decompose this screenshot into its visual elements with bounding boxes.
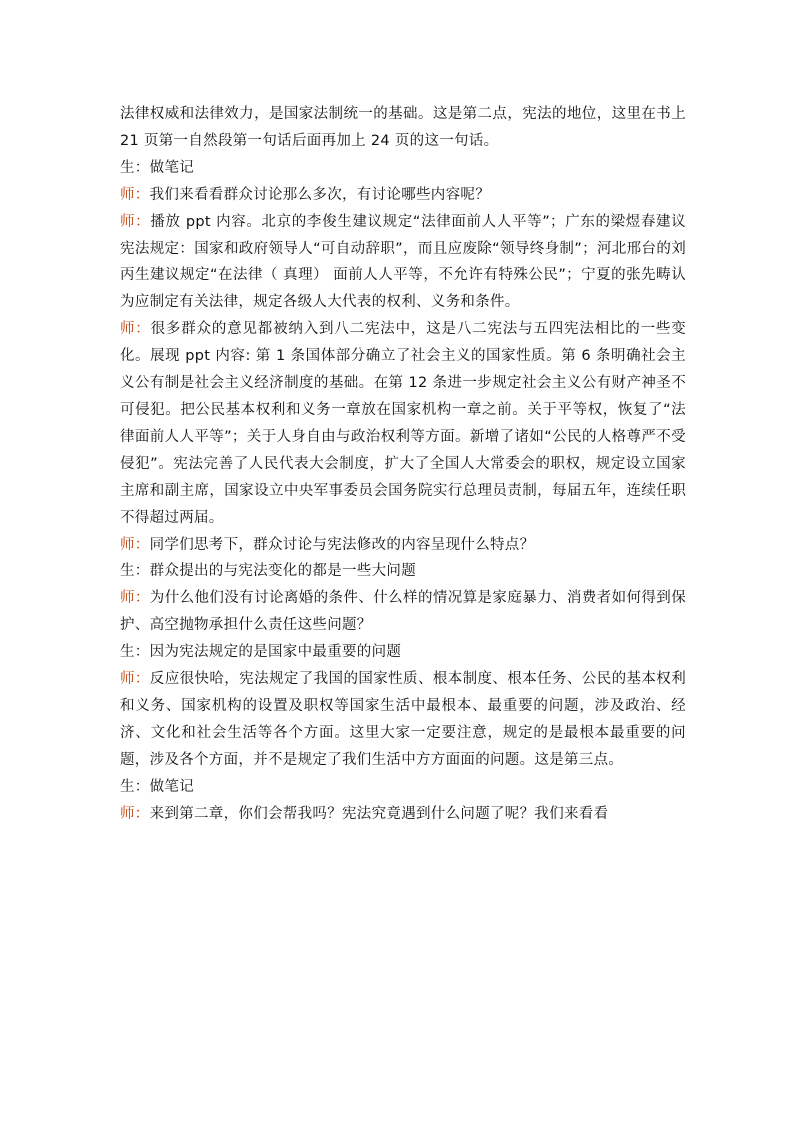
paragraph-7	[120, 558, 686, 585]
paragraph-11	[120, 774, 686, 801]
paragraph-text: 法律权威和法律效力，是国家法制统一的基础。这是第二点，宪法的地位，这里在书上 21 页第一自然段第一句话后面再加上 24 页的这一句话。	[120, 106, 686, 149]
paragraph-3	[120, 182, 686, 209]
paragraph-text: 做笔记	[149, 778, 195, 795]
paragraph-text: 我们来看看群众讨论那么多次，有讨论哪些内容呢？	[149, 186, 491, 203]
speaker-label-student: 生：	[120, 563, 150, 580]
paragraph-5	[120, 316, 686, 531]
speaker-label-teacher: 师：	[120, 536, 150, 553]
paragraph-text: 很多群众的意见都被纳入到八二宪法中，这是八二宪法与五四宪法相比的一些变化。展现 ppt 内容: 第 1 条国体部分确立了社会主义的国家性质。第 6 条明确社会主义公有制是社会主义经济制度的基础。在第 12 条进一步规定社会主义公有财产神圣不可侵犯。把公民基本权利和义务一章放在国家机构一章之前。关于平等权，恢复了“法律面前人人平等”；关于人身自由与政治权利等方面。新增了诸如“公民的人格尊严不受侵犯”。宪法完善了人民代表大会制度，扩大了全国人大常委会的职权，规定设立国家主席和副主席，国家设立中央军事委员会国务院实行总理员责制，每届五年，连续任职不得超过两届。	[120, 321, 686, 526]
paragraph-text: 播放 ppt 内容。北京的李俊生建议规定“法律面前人人平等”；广东的梁煜春建议宪法规定：国家和政府领导人“可自动辞职”，而且应废除“领导终身制”；河北邢台的刘丙生建议规定“在法律（ 真理） 面前人人平等，不允许有特殊公民”；宁夏的张先畴认为应制定有关法律，规定各级人大代表的权利、义务和条件。	[120, 213, 686, 311]
paragraph-text: 做笔记	[149, 159, 195, 176]
speaker-label-student: 生：	[120, 778, 150, 795]
paragraph-text: 群众提出的与宪法变化的都是一些大问题	[149, 563, 417, 580]
paragraph-text: 因为宪法规定的是国家中最重要的问题	[149, 644, 402, 661]
speaker-label-teacher: 师：	[120, 805, 150, 822]
paragraph-12	[120, 801, 686, 828]
speaker-label-student: 生：	[120, 159, 150, 176]
speaker-label-student: 生：	[120, 644, 150, 661]
speaker-label-teacher: 师：	[120, 321, 151, 338]
paragraph-1	[120, 101, 686, 155]
speaker-label-teacher: 师：	[120, 213, 151, 230]
paragraph-text: 为什么他们没有讨论离婚的条件、什么样的情况算是家庭暴力、消费者如何得到保护、高空抛物承担什么责任这些问题？	[120, 590, 686, 634]
document-body	[120, 101, 686, 827]
speaker-label-teacher: 师：	[120, 186, 150, 203]
paragraph-text: 来到第二章，你们会帮我吗？宪法究竟遇到什么问题了呢？我们来看看	[149, 805, 609, 822]
paragraph-9	[120, 639, 686, 666]
paragraph-text: 反应很快哈，宪法规定了我国的国家性质、根本制度、根本任务、公民的基本权利和义务、国家机构的设置及职权等国家生活中最根本、最重要的问题，涉及政治、经济、文化和社会生活等各个方面。这里大家一定要注意，规定的是最根本最重要的问题，涉及各个方面，并不是规定了我们生活中方方面面的问题。这是第三点。	[120, 671, 686, 768]
speaker-label-teacher: 师：	[120, 671, 150, 688]
paragraph-6	[120, 532, 686, 559]
paragraph-4	[120, 209, 686, 317]
paragraph-2	[120, 155, 686, 182]
speaker-label-teacher: 师：	[120, 590, 150, 607]
paragraph-10	[120, 666, 686, 774]
paragraph-8	[120, 585, 686, 639]
paragraph-text: 同学们思考下，群众讨论与宪法修改的内容呈现什么特点？	[149, 536, 535, 553]
